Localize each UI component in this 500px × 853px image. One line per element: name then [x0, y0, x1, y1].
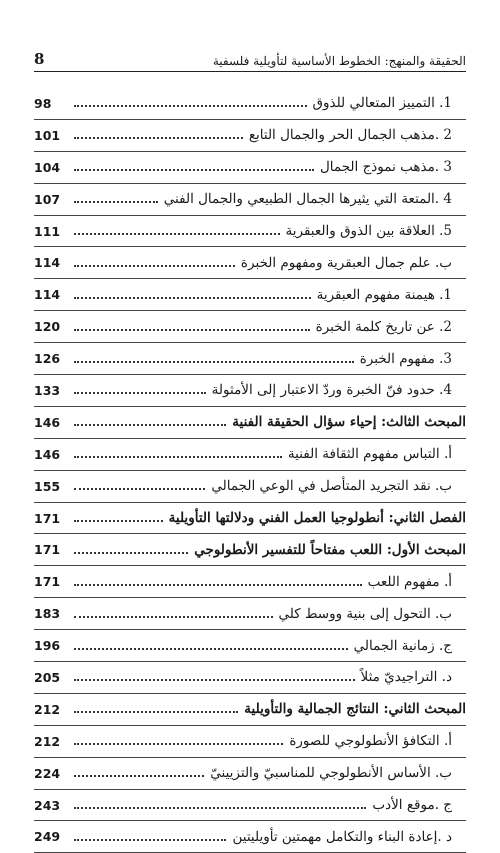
toc-page-number: 224	[34, 765, 61, 781]
toc-page-number: 171	[34, 574, 61, 590]
toc-entry	[34, 726, 466, 758]
toc-entry	[34, 152, 466, 184]
toc-entry	[34, 758, 466, 790]
toc-page-number: 212	[34, 733, 61, 749]
toc-entry	[34, 343, 466, 375]
toc-page-number: 114	[34, 255, 61, 271]
dot-leader	[74, 424, 226, 426]
dot-leader	[74, 584, 362, 586]
toc-page-number: 101	[34, 127, 61, 143]
dot-leader	[74, 648, 348, 650]
dot-leader	[74, 297, 311, 299]
toc-entry	[34, 503, 466, 535]
toc-entry	[34, 662, 466, 694]
running-title: الحقيقة والمنهج: الخطوط الأساسية لتأويلية فلسفية	[212, 54, 466, 68]
toc-page-number: 146	[34, 414, 61, 430]
toc-entry	[34, 375, 466, 407]
toc-entry-title: 2. عن تاريخ كلمة الخبرة	[315, 318, 452, 335]
dot-leader	[74, 233, 280, 235]
toc-entry	[34, 216, 466, 248]
toc-entry-title: المبحث الأول: اللعب مفتاحاً للتفسير الأنطولوجي	[194, 541, 466, 558]
page-header	[34, 42, 466, 72]
toc-page-number: 104	[34, 159, 61, 175]
toc-page-number: 107	[34, 191, 61, 207]
toc-entry-title: أ. التباس مفهوم الثقافة الفنية	[287, 446, 452, 463]
toc-entry-title: ب. التحول إلى بنية ووسط كلي	[278, 605, 452, 622]
toc-page-number: 212	[34, 701, 61, 717]
dot-leader	[74, 201, 158, 203]
toc-page-number: 98	[34, 95, 52, 111]
page-number: 8	[34, 50, 45, 68]
table-of-contents	[34, 88, 466, 853]
dot-leader	[74, 743, 283, 745]
toc-entry	[34, 598, 466, 630]
toc-entry-title: ج. زمانية الجمالي	[353, 637, 452, 654]
toc-entry-title: ج .موقع الأدب	[372, 797, 452, 814]
toc-entry	[34, 120, 466, 152]
toc-page-number: 205	[34, 669, 61, 685]
toc-entry-title: 3. مفهوم الخبرة	[359, 350, 452, 367]
toc-entry-title: 1. التمييز المتعالي للذوق	[312, 95, 452, 112]
toc-entry	[34, 88, 466, 120]
toc-entry-title: الفصل الثاني: أنطولوجيا العمل الفني ودلالتها التأويلية	[168, 510, 466, 527]
toc-entry-title: أ. التكافؤ الأنطولوجي للصورة	[289, 733, 452, 750]
toc-page-number: 249	[34, 829, 61, 845]
toc-entry-title: ب. نقد التجريد المتأصل في الوعي الجمالي	[211, 478, 452, 495]
dot-leader	[74, 839, 226, 841]
toc-entry-title: 2 .مذهب الجمال الحر والجمال التابع	[248, 127, 452, 144]
toc-entry-title: المبحث الثاني: النتائج الجمالية والتأويلية	[244, 701, 466, 718]
toc-page-number: 146	[34, 446, 61, 462]
toc-page-number: 171	[34, 510, 61, 526]
toc-entry-title: 1. هيمنة مفهوم العبقرية	[316, 286, 452, 303]
toc-entry-title: المبحث الثالث: إحياء سؤال الحقيقة الفنية	[232, 414, 466, 431]
toc-entry	[34, 630, 466, 662]
toc-page-number: 120	[34, 319, 61, 335]
toc-entry	[34, 790, 466, 822]
dot-leader	[74, 169, 314, 171]
toc-entry	[34, 566, 466, 598]
toc-entry	[34, 534, 466, 566]
dot-leader	[74, 105, 307, 107]
toc-entry	[34, 694, 466, 726]
dot-leader	[74, 488, 205, 490]
toc-entry-title: د .إعادة البناء والتكامل مهمتين تأويليتين	[232, 828, 452, 845]
toc-entry-title: 5. العلاقة بين الذوق والعبقرية	[285, 223, 452, 239]
toc-page-number: 171	[34, 542, 61, 558]
dot-leader	[74, 520, 163, 522]
dot-leader	[74, 679, 355, 681]
toc-page-number: 126	[34, 351, 61, 367]
toc-entry	[34, 471, 466, 503]
dot-leader	[74, 807, 366, 809]
toc-entry-title: 3 .مذهب نموذج الجمال	[319, 159, 452, 176]
toc-page-number: 114	[34, 287, 61, 303]
dot-leader	[74, 392, 206, 394]
toc-entry	[34, 247, 466, 279]
toc-page-number: 243	[34, 797, 61, 813]
dot-leader	[74, 361, 354, 363]
dot-leader	[74, 711, 238, 713]
toc-entry	[34, 821, 466, 853]
dot-leader	[74, 552, 188, 554]
dot-leader	[74, 265, 235, 267]
toc-page-number: 133	[34, 382, 61, 398]
toc-entry	[34, 184, 466, 216]
toc-entry-title: أ. مفهوم اللعب	[367, 573, 452, 590]
toc-page-number: 155	[34, 478, 61, 494]
toc-entry-title: 4 .المتعة التي يثيرها الجمال الطبيعي والجمال الفني	[163, 191, 452, 208]
toc-entry-title: 4. حدود فنّ الخبرة وردّ الاعتبار إلى الأمثولة	[211, 382, 452, 399]
dot-leader	[74, 456, 282, 458]
toc-entry	[34, 407, 466, 439]
toc-entry-title: ب. الأساس الأنطولوجي للمناسبيّ والتزيينيّ	[210, 765, 452, 782]
toc-entry	[34, 311, 466, 343]
toc-entry-title: د. التراجيديّ مثلاً	[360, 669, 452, 686]
dot-leader	[74, 775, 204, 777]
toc-entry	[34, 439, 466, 471]
dot-leader	[74, 616, 273, 618]
toc-page-number: 183	[34, 606, 61, 622]
toc-entry-title: ب. علم جمال العبقرية ومفهوم الخبرة	[240, 254, 452, 271]
toc-page-number: 111	[34, 223, 61, 239]
toc-page-number: 196	[34, 638, 61, 654]
dot-leader	[74, 329, 310, 331]
toc-entry	[34, 279, 466, 311]
dot-leader	[74, 137, 243, 139]
